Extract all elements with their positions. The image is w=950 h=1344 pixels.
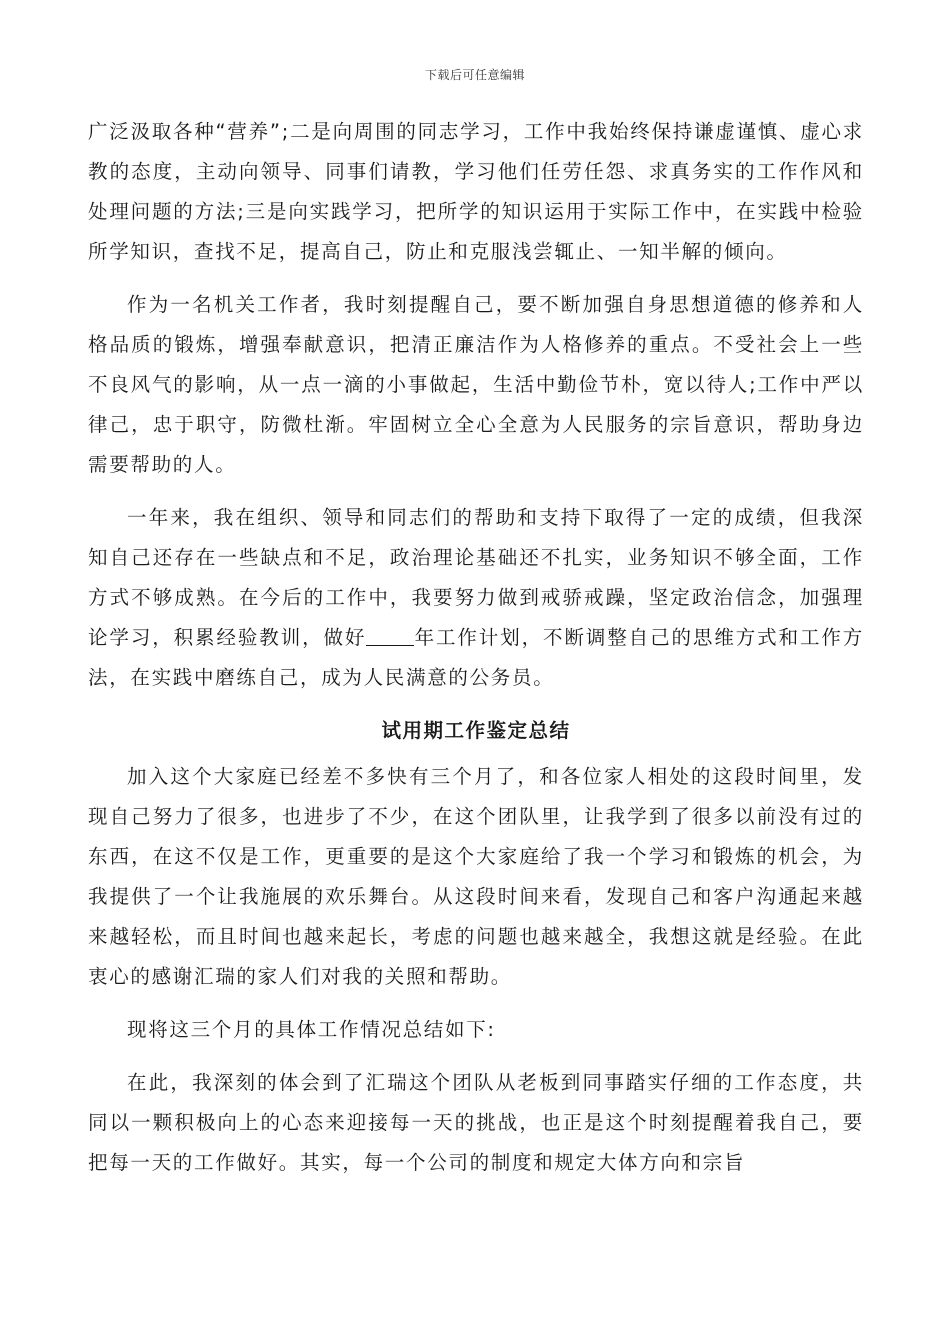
paragraph-text: 年工作计划，不断调整自己的思维方式和工作方法，在实践中磨练自己，成为人民满意的公务员。: [88, 626, 864, 689]
paragraph: 现将这三个月的具体工作情况总结如下:: [127, 1018, 496, 1041]
paragraph: 在此，我深刻的体会到了汇瑞这个团队从老板到同事踏实仔细的工作态度，共同以一颗积极向上的心态来迎接每一天的挑战，也正是这个时刻提醒着我自己，要把每一天的工作做好。其实，每一个公司的制度和规定大体方向和宗旨: [88, 1071, 864, 1174]
document-body: [88, 112, 864, 1183]
fill-in-blank: [366, 624, 414, 646]
page-header-note: 下载后可任意编辑: [424, 68, 525, 82]
paragraph-text: 一年来，我在组织、领导和同志们的帮助和支持下取得了一定的成绩，但我深知自己还存在一些缺点和不足，政治理论基础还不扎实，业务知识不够全面，工作方式不够成熟。在今后的工作中，我要努力做到戒骄戒躁，坚定政治信念，加强理论学习，积累经验教训，做好: [88, 506, 864, 649]
paragraph: 作为一名机关工作者，我时刻提醒自己，要不断加强自身思想道德的修养和人格品质的锻炼，增强奉献意识，把清正廉洁作为人格修养的重点。不受社会上一些不良风气的影响，从一点一滴的小事做起，生活中勤俭节朴，宽以待人;工作中严以律己，忠于职守，防微杜渐。牢固树立全心全意为人民服务的宗旨意识，帮助身边需要帮助的人。: [88, 293, 864, 476]
paragraph: 加入这个大家庭已经差不多快有三个月了，和各位家人相处的这段时间里，发现自己努力了很多，也进步了不少，在这个团队里，让我学到了很多以前没有过的东西，在这不仅是工作，更重要的是这个大家庭给了我一个学习和锻炼的机会，为我提供了一个让我施展的欢乐舞台。从这段时间来看，发现自己和客户沟通起来越来越轻松，而且时间也越来起长，考虑的问题也越来越全，我想这就是经验。在此衷心的感谢汇瑞的家人们对我的关照和帮助。: [88, 765, 864, 988]
paragraph: [88, 498, 864, 698]
paragraph: 广泛汲取各种“营养”;二是向周围的同志学习，工作中我始终保持谦虚谨慎、虚心求教的态度，主动向领导、同事们请教，学习他们任劳任怨、求真务实的工作作风和处理问题的方法;三是向实践学习，把所学的知识运用于实际工作中，在实践中检验所学知识，查找不足，提高自己，防止和克服浅尝辄止、一知半解的倾向。: [88, 120, 864, 263]
section-title: 试用期工作鉴定总结: [381, 719, 571, 742]
